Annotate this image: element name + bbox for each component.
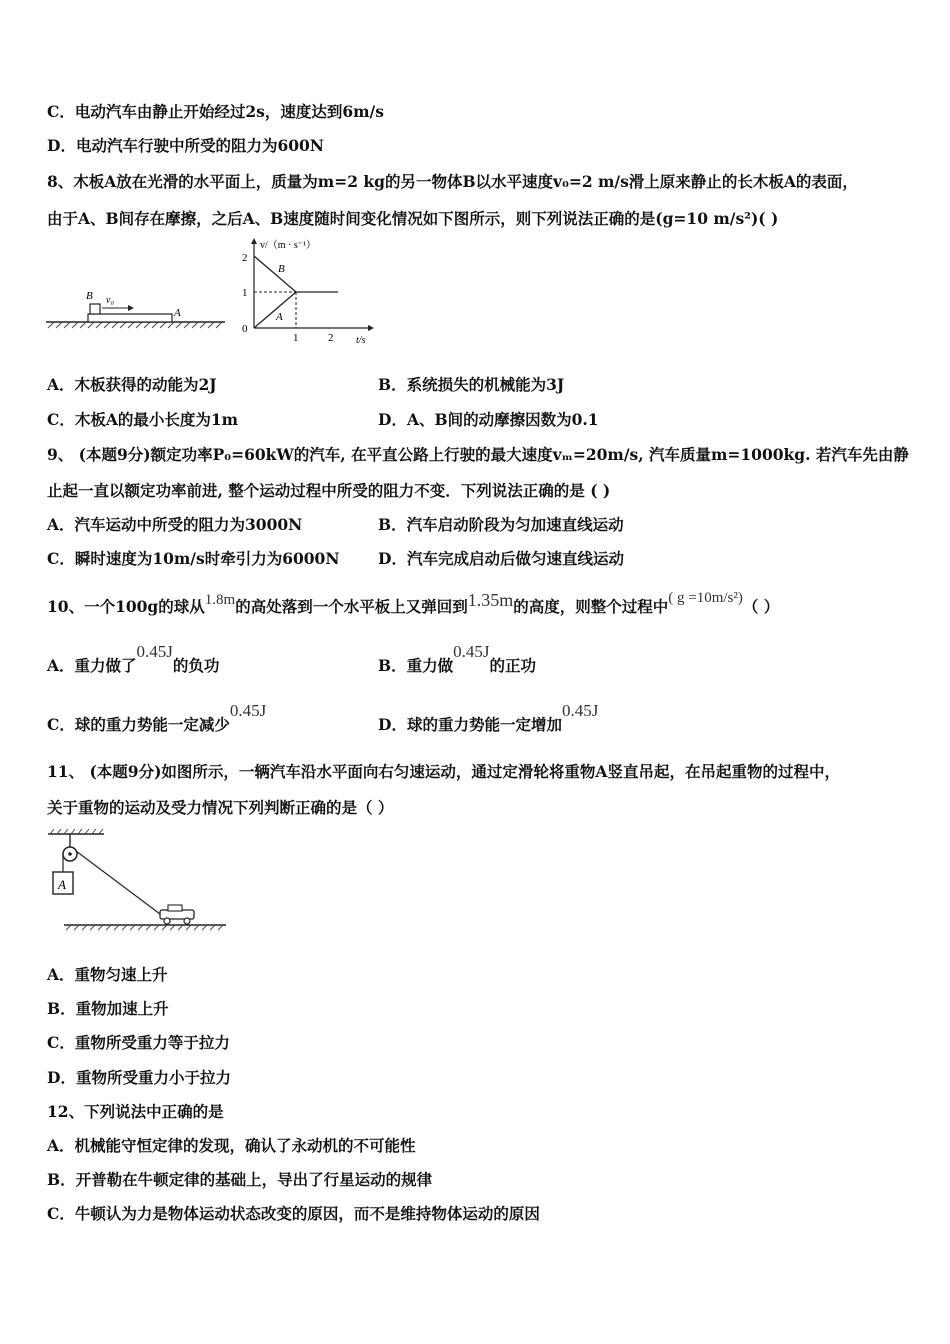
x-tick-2: 2 [328,332,334,344]
q10a-value: 0.45J [136,642,173,661]
velocity-arrowhead [128,305,134,311]
q10a-text: A．重力做了 [47,656,137,675]
q10-height-2: 1.35m [467,590,514,610]
y-tick-1: 1 [242,287,248,299]
question-9-option-a: A．汽车运动中所受的阻力为3000N [47,515,303,534]
board-a-label: A [174,307,181,319]
rope-to-car [76,851,160,914]
question-10-option-c [47,701,267,735]
x-axis-label: t/s [356,335,366,346]
series-b-line [254,256,338,292]
question-10-option-d [378,701,599,735]
q10-gravity: ( g =10m/s²) [668,590,743,606]
q10c-value: 0.45J [229,701,267,720]
question-10-option-a [47,642,220,676]
car-cabin [168,905,182,911]
q10c-text: C．球的重力势能一定减少 [47,715,230,734]
question-8-figure [40,236,380,348]
q10-stem-mid2: 的高度，则整个过程中 [513,597,669,616]
question-11-option-c: C．重物所受重力等于拉力 [47,1033,230,1052]
question-9-option-d: D．汽车完成启动后做匀速直线运动 [378,549,624,568]
y-axis-label: v/（m · s⁻¹） [260,240,317,251]
question-9-option-b: B．汽车启动阶段为匀加速直线运动 [378,515,624,534]
y-tick-0: 0 [242,323,248,335]
q10b-text: B．重力做 [378,656,454,675]
v0-label: v₀ [106,295,114,306]
question-9-option-c: C．瞬时速度为10m/s时牵引力为6000N [47,549,340,568]
q10a-text-post: 的负功 [172,656,220,675]
x-axis-arrowhead [368,325,374,331]
board-a [88,314,172,322]
ground-hatching [48,322,222,328]
car-wheel-rear [164,918,170,924]
question-11-stem-line-1: 11、 (本题9分)如图所示，一辆汽车沿水平面向右匀速运动，通过定滑轮将重物A竖直吊起，在吊起重物的过程中， [47,762,840,781]
question-8-option-a: A．木板获得的动能为2J [47,375,217,394]
series-a-line [254,292,296,328]
question-10-stem [47,590,780,618]
question-8-option-c: C．木板A的最小长度为1m [47,410,239,429]
curve-label-b: B [278,263,285,275]
question-12-option-b: B．开普勒在牛顿定律的基础上，导出了行星运动的规律 [47,1170,433,1189]
x-tick-1: 1 [293,332,299,344]
question-8-option-b: B．系统损失的机械能为3J [378,375,565,394]
question-9-stem-line-1: 9、 (本题9分)额定功率P₀=60kW的汽车, 在平直公路上行驶的最大速度vₘ=20m/s, 汽车质量m=1000kg. 若汽车先由静 [47,445,909,464]
question-10-option-b [378,642,536,676]
question-11-option-a: A．重物匀速上升 [47,965,168,984]
q10-stem-mid: 的高处落到一个水平板上又弹回到 [235,597,468,616]
question-9-stem-line-2: 止起一直以额定功率前进, 整个运动过程中所受的阻力不变．下列说法正确的是 ( ) [47,481,611,500]
question-12-option-a: A．机械能守恒定律的发现，确认了永动机的不可能性 [47,1136,416,1155]
curve-label-a: A [276,311,283,323]
vt-graph [242,238,374,346]
q10-bracket: （ ） [742,597,780,616]
question-12-option-c: C．牛顿认为力是物体运动状态改变的原因，而不是维持物体运动的原因 [47,1204,540,1223]
block-b [90,304,100,314]
question-7-option-d: D．电动汽车行驶中所受的阻力为600N [47,136,324,155]
q10d-text: D．球的重力势能一定增加 [378,715,562,734]
q10b-text-post: 的正功 [489,656,536,675]
weight-a-label: A [58,877,66,892]
question-11-stem-line-2: 关于重物的运动及受力情况下列判断正确的是（ ） [47,798,394,817]
question-11-figure [44,828,234,932]
q10b-value: 0.45J [453,642,490,661]
question-8-stem-line-1: 8、木板A放在光滑的水平面上，质量为m=2 kg的另一物体B以水平速度v₀=2 m/s滑上原来静止的长木板A的表面， [47,172,858,191]
q10d-value: 0.45J [561,701,599,720]
question-7-option-c: C．电动汽车由静止开始经过2s，速度达到6m/s [47,102,384,121]
question-8-option-d: D．A、B间的动摩擦因数为0.1 [378,410,599,429]
pulley-axle [68,852,72,856]
y-axis-arrowhead [251,238,257,244]
question-12-stem: 12、下列说法中正确的是 [47,1102,224,1121]
question-11-option-d: D．重物所受重力小于拉力 [47,1068,231,1087]
question-11-option-b: B．重物加速上升 [47,999,169,1018]
question-8-stem-line-2: 由于A、B间存在摩擦，之后A、B速度随时间变化情况如下图所示，则下列说法正确的是(g=10 m/s²)( ) [47,209,779,228]
y-tick-2: 2 [242,252,248,264]
car-wheel-front [184,918,190,924]
q10-stem-pre: 10、一个100g的球从 [47,597,205,616]
q10-height-1: 1.8m [204,592,236,608]
block-b-label: B [86,290,93,302]
